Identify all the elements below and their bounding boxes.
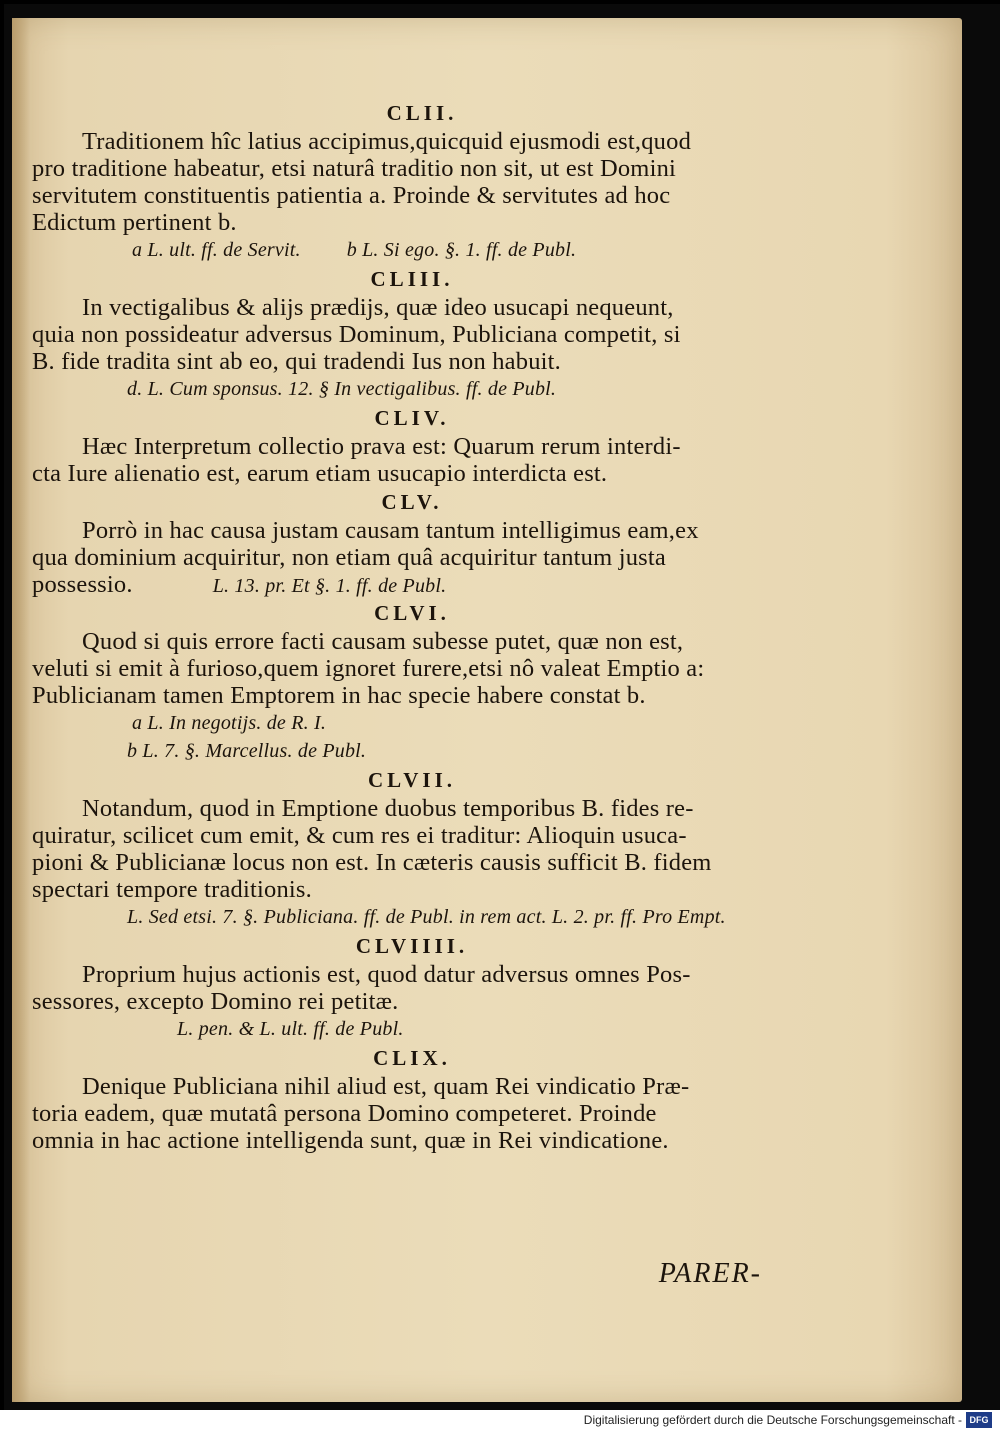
footer-bar: [0, 1410, 1000, 1432]
scan-background: [4, 4, 1000, 1410]
section-heading: CLIII.: [370, 267, 454, 291]
section-heading: CLVIIII.: [355, 934, 469, 958]
text-line: pro traditione habeatur, etsi naturâ traditio non sit, ut est Domini: [32, 155, 677, 182]
text-line: Proprium hujus actionis est, quod datur adversus omnes Pos-: [82, 961, 691, 988]
text-line: Hæc Interpretum collectio prava est: Quarum rerum interdi-: [82, 433, 681, 460]
text-line: sessores, excepto Domino rei petitæ.: [32, 988, 399, 1015]
text-line: Denique Publiciana nihil aliud est, quam Rei vindicatio Præ-: [82, 1073, 690, 1100]
section-heading: CLII.: [386, 101, 458, 125]
text-line: Porrò in hac causa justam causam tantum intelligimus eam,ex: [82, 517, 699, 544]
text-line: omnia in hac actione intelligenda sunt, quæ in Rei vindicatione.: [32, 1127, 669, 1154]
paragraph: [32, 961, 792, 1015]
paragraph: [32, 1073, 792, 1154]
catchword: PARER-: [658, 1258, 762, 1289]
text-line: toria eadem, quæ mutatâ persona Domino competeret. Proinde: [32, 1100, 657, 1127]
page-text: [32, 98, 792, 1154]
citation: L. 13. pr. Et §. 1. ff. de Publ.: [212, 575, 447, 597]
paragraph: [32, 128, 792, 236]
paragraph: [32, 433, 792, 487]
book-page: [12, 18, 962, 1402]
text-line: quia non possideatur adversus Dominum, Publiciana competit, si: [32, 321, 681, 348]
text-line: Quod si quis errore facti causam subesse putet, quæ non est,: [82, 628, 684, 655]
text-line: Edictum pertinent b.: [32, 209, 237, 236]
paragraph: [32, 517, 792, 598]
last-line: possessio.: [32, 571, 133, 598]
page-gutter: [12, 18, 30, 1402]
text-line: In vectigalibus & alijs prædijs, quæ ideo usucapi nequeunt,: [82, 294, 674, 321]
citation: L. pen. & L. ult. ff. de Publ.: [177, 1018, 404, 1040]
text-line: Notandum, quod in Emptione duobus temporibus B. fides re-: [82, 795, 694, 822]
text-line: cta Iure alienatio est, earum etiam usucapio interdicta est.: [32, 460, 608, 487]
paragraph: [32, 795, 792, 903]
citation-b: b L. 7. §. Marcellus. de Publ.: [127, 740, 367, 762]
footer-credit: Digitalisierung gefördert durch die Deutsche Forschungsgemeinschaft -: [583, 1413, 962, 1427]
text-line: veluti si emit à furioso,quem ignoret furere,etsi nô valeat Emptio a:: [32, 655, 705, 682]
text-line: qua dominium acquiritur, non etiam quâ acquiritur tantum justa: [32, 544, 666, 571]
paragraph: [32, 628, 792, 709]
citation-a: a L. ult. ff. de Servit.: [132, 239, 301, 261]
section-heading: CLVII.: [367, 768, 456, 792]
section-heading: CLV.: [381, 490, 443, 514]
section-heading: CLIV.: [374, 406, 450, 430]
text-line: [32, 571, 792, 598]
citation-a: a L. In negotijs. de R. I.: [132, 712, 327, 734]
section-heading: CLIX.: [373, 1046, 451, 1070]
text-line: servitutem constituentis patientia a. Proinde & servitutes ad hoc: [32, 182, 671, 209]
text-line: quiratur, scilicet cum emit, & cum res ei traditur: Alioquin usuca-: [32, 822, 687, 849]
text-line: B. fide tradita sint ab eo, qui tradendi Ius non habuit.: [32, 348, 561, 375]
dfg-logo-icon: DFG: [966, 1412, 992, 1428]
text-line: Traditionem hîc latius accipimus,quicquid ejusmodi est,quod: [82, 128, 692, 155]
text-line: spectari tempore traditionis.: [32, 876, 312, 903]
citation: d. L. Cum sponsus. 12. § In vectigalibus. ff. de Publ.: [127, 378, 557, 400]
text-line: Publicianam tamen Emptorem in hac specie habere constat b.: [32, 682, 646, 709]
paragraph: [32, 294, 792, 375]
text-line: pioni & Publicianæ locus non est. In cæteris causis sufficit B. fidem: [32, 849, 712, 876]
citation: L. Sed etsi. 7. §. Publiciana. ff. de Publ. in rem act. L. 2. pr. ff. Pro Empt.: [127, 906, 726, 928]
citation: [32, 236, 792, 264]
section-heading: CLVI.: [374, 601, 450, 625]
citation-b: b L. Si ego. §. 1. ff. de Publ.: [346, 239, 577, 261]
